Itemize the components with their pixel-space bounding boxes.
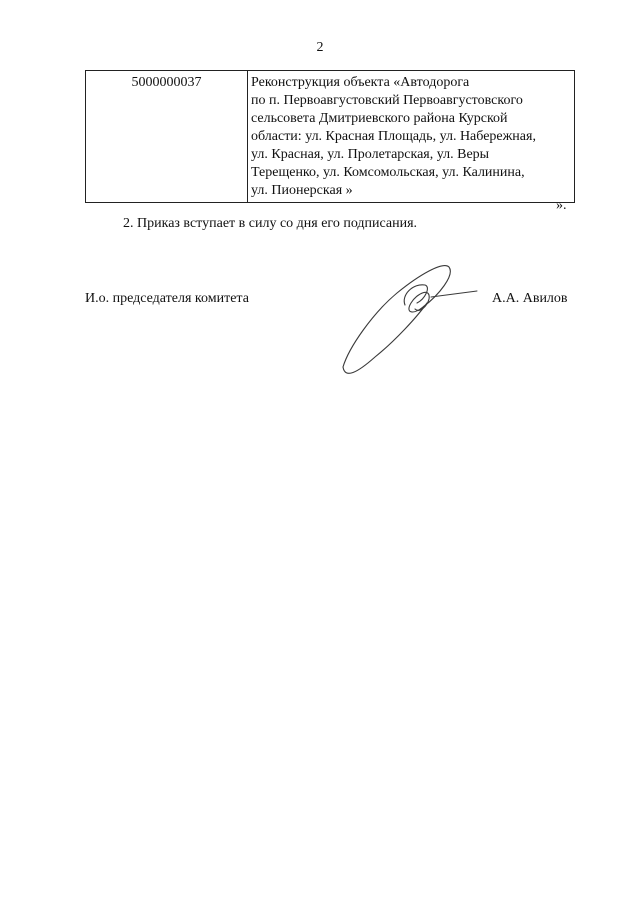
closing-quote: ». [556,198,567,213]
description-line: по п. Первоавгустовский Первоавгустовского [251,93,523,108]
table-row [86,71,575,203]
signatory-name: А.А. Авилов [492,291,568,306]
clause-2: 2. Приказ вступает в силу со дня его подписания. [123,216,418,231]
description-line: Реконструкция объекта «Автодорога [251,75,470,90]
signature-icon [335,255,485,385]
description-line: ул. Пионерская » [251,183,353,198]
object-description-cell [248,71,575,203]
description-line: ул. Красная, ул. Пролетарская, ул. Веры [251,147,490,162]
page-number: 2 [316,40,324,55]
signatory-title: И.о. председателя комитета [85,291,249,306]
object-code-cell: 5000000037 [86,71,248,203]
objects-table [85,70,575,203]
description-line: сельсовета Дмитриевского района Курской [251,111,508,126]
description-line: области: ул. Красная Площадь, ул. Набережная, [251,129,536,144]
description-line: Терещенко, ул. Комсомольская, ул. Калинина, [251,165,525,180]
